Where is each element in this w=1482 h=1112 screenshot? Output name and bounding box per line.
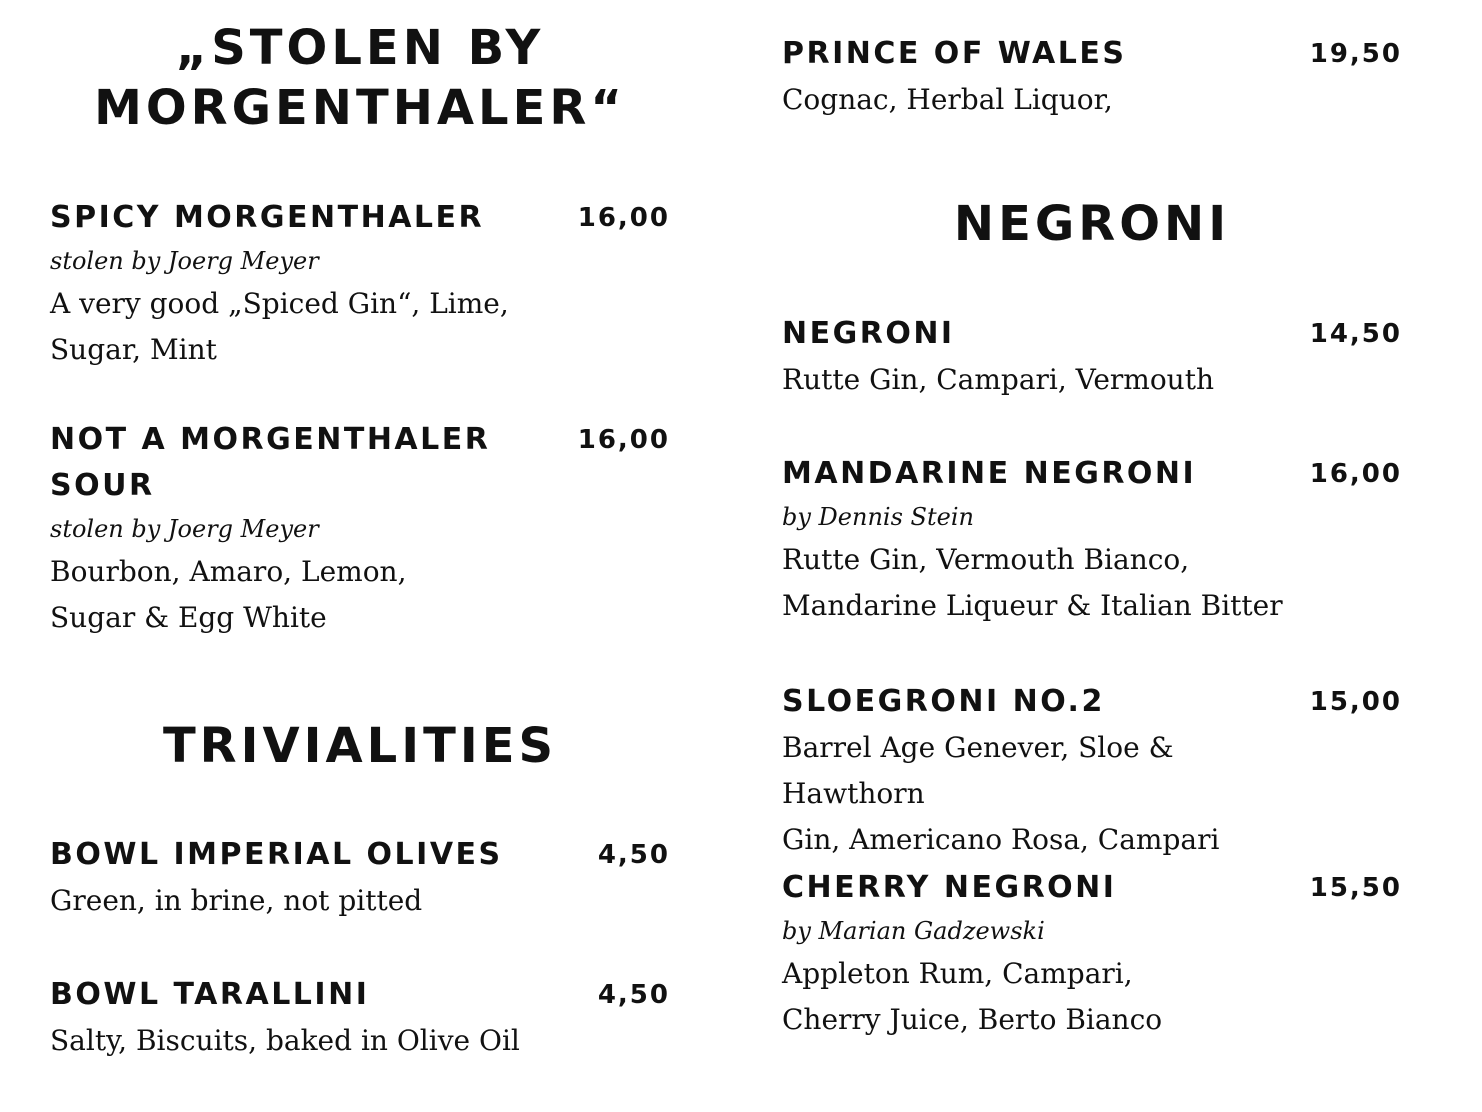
item-description: Barrel Age Genever, Sloe & Hawthorn bbox=[782, 731, 1174, 810]
item-price: 15,50 bbox=[1309, 873, 1402, 903]
section-title-trivialities: TRIVIALITIES bbox=[162, 718, 558, 774]
item-price: 4,50 bbox=[597, 840, 670, 870]
item-credit: by Dennis Stein bbox=[782, 503, 974, 531]
item-price: 15,00 bbox=[1309, 687, 1402, 717]
item-name: BOWL TARALLINI bbox=[50, 977, 370, 1012]
item-credit: stolen by Joerg Meyer bbox=[50, 515, 319, 543]
section-title-negroni: NEGRONI bbox=[953, 196, 1231, 252]
menu-item-not-a-morgenthaler-sour bbox=[50, 417, 670, 641]
item-description: Salty, Biscuits, baked in Olive Oil bbox=[50, 1024, 520, 1057]
section-title-line: MORGENTHALER“ bbox=[94, 80, 626, 136]
item-description: Mandarine Liqueur & Italian Bitter bbox=[782, 589, 1283, 622]
menu-item-bowl-imperial-olives bbox=[50, 832, 670, 924]
item-price: 16,00 bbox=[577, 203, 670, 233]
item-description: Cognac, Herbal Liquor, bbox=[782, 83, 1113, 116]
item-name: MANDARINE NEGRONI bbox=[782, 456, 1197, 491]
item-price: 14,50 bbox=[1309, 319, 1402, 349]
menu-item-cherry-negroni bbox=[782, 865, 1402, 1043]
item-description: Rutte Gin, Vermouth Bianco, bbox=[782, 543, 1190, 576]
menu-item-spicy-morgenthaler bbox=[50, 195, 670, 373]
item-price: 4,50 bbox=[597, 980, 670, 1010]
section-title-line: „STOLEN BY bbox=[175, 20, 545, 76]
menu-item-negroni bbox=[782, 311, 1402, 403]
item-name: NOT A MORGENTHALER bbox=[50, 422, 491, 457]
item-description: Cherry Juice, Berto Bianco bbox=[782, 1003, 1163, 1036]
item-description: Gin, Americano Rosa, Campari bbox=[782, 823, 1220, 856]
item-credit: stolen by Joerg Meyer bbox=[50, 247, 319, 275]
item-name: PRINCE OF WALES bbox=[782, 36, 1127, 71]
item-name: SOUR bbox=[50, 468, 155, 503]
menu-item-bowl-tarallini bbox=[50, 972, 670, 1064]
section-title-stolen bbox=[50, 18, 670, 138]
item-description: Sugar, Mint bbox=[50, 333, 217, 366]
item-price: 19,50 bbox=[1309, 39, 1402, 69]
item-price: 16,00 bbox=[577, 425, 670, 455]
item-description: Bourbon, Amaro, Lemon, bbox=[50, 555, 407, 588]
item-description: Rutte Gin, Campari, Vermouth bbox=[782, 363, 1215, 396]
menu-item-sloegroni-no2 bbox=[782, 679, 1402, 863]
item-description: Sugar & Egg White bbox=[50, 601, 327, 634]
item-description: Appleton Rum, Campari, bbox=[782, 957, 1133, 990]
menu-item-mandarine-negroni bbox=[782, 451, 1402, 629]
menu-item-prince-of-wales bbox=[782, 31, 1402, 123]
item-description: Green, in brine, not pitted bbox=[50, 884, 423, 917]
item-name: BOWL IMPERIAL OLIVES bbox=[50, 837, 503, 872]
item-name: SPICY MORGENTHALER bbox=[50, 200, 485, 235]
item-price: 16,00 bbox=[1309, 459, 1402, 489]
item-credit: by Marian Gadzewski bbox=[782, 917, 1045, 945]
item-name: NEGRONI bbox=[782, 316, 955, 351]
item-name: CHERRY NEGRONI bbox=[782, 870, 1117, 905]
item-name: SLOEGRONI NO.2 bbox=[782, 684, 1105, 719]
item-description: A very good „Spiced Gin“, Lime, bbox=[50, 287, 509, 320]
